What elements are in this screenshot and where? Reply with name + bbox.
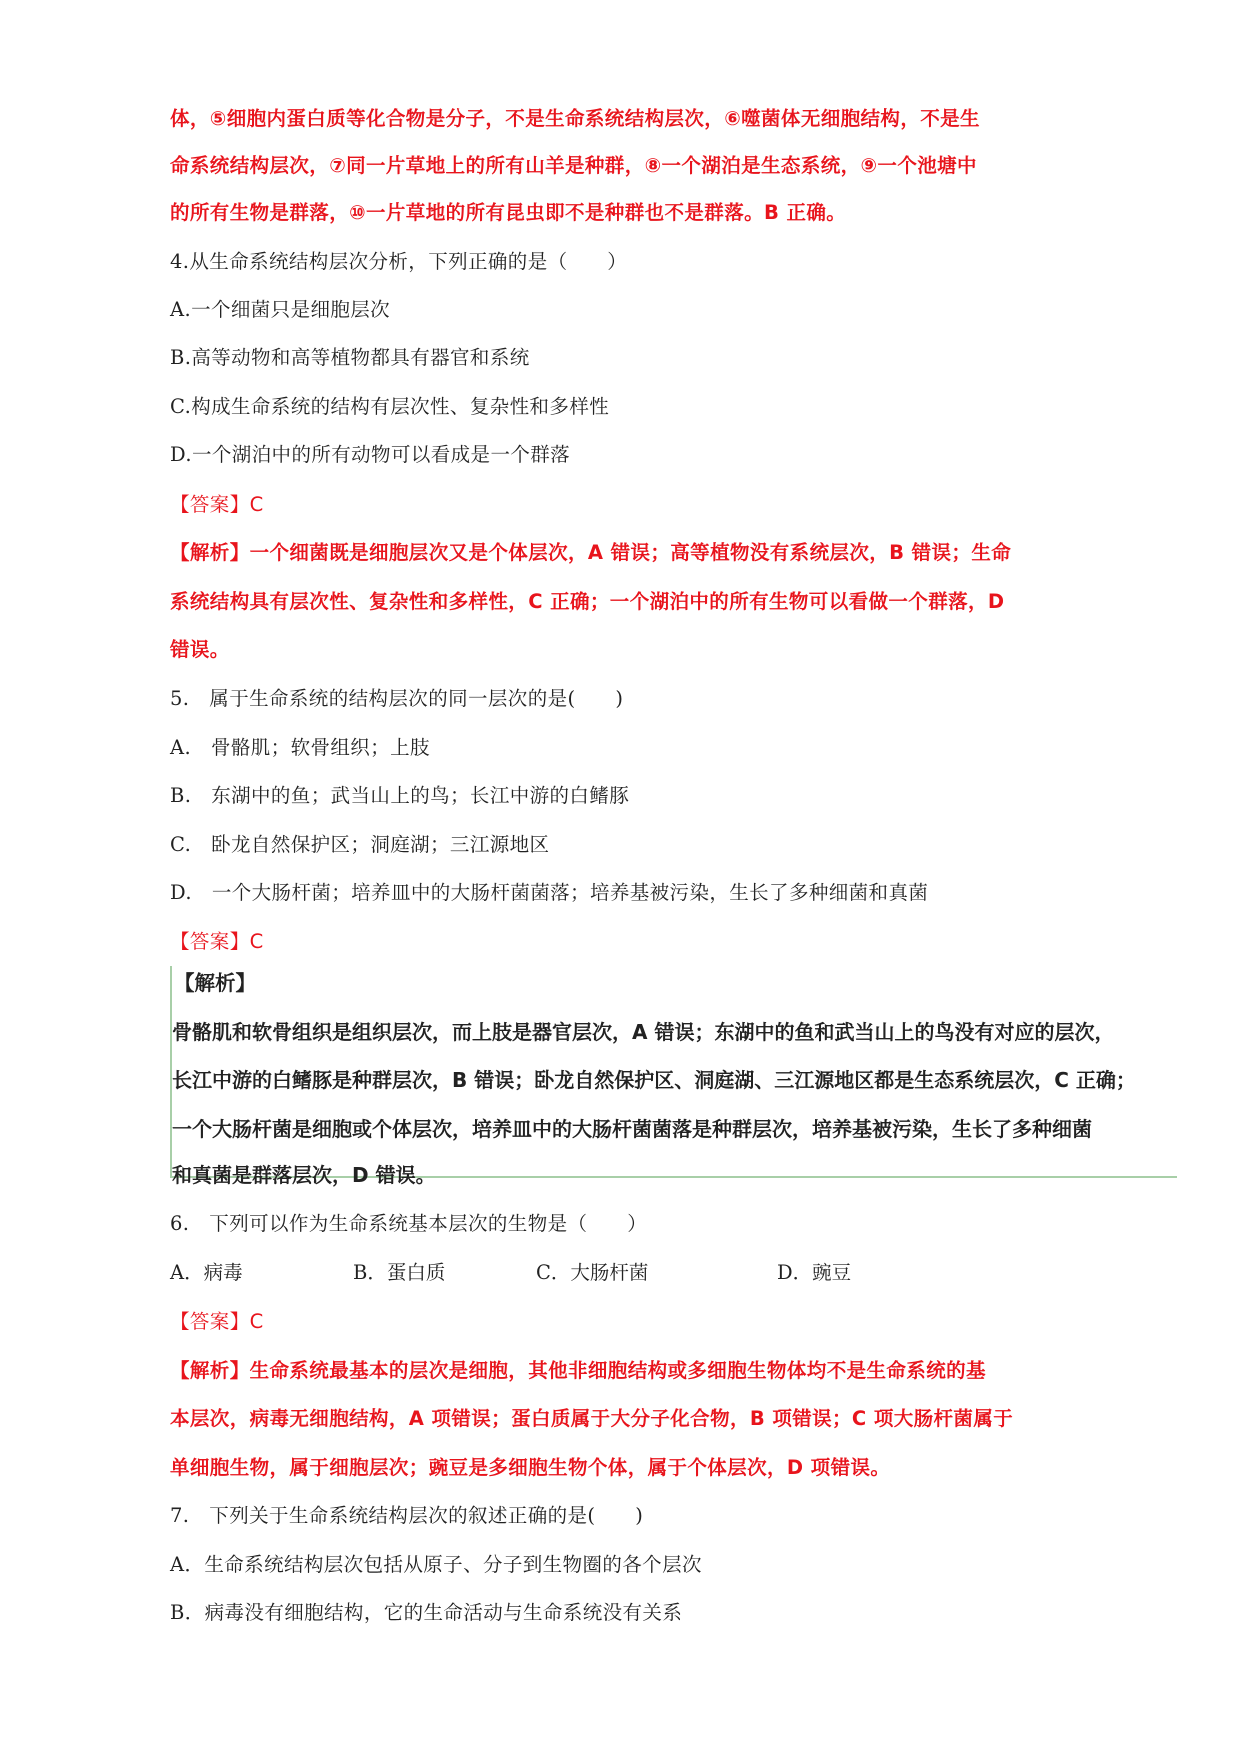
q6-option-c: C．大肠杆菌 [536, 1261, 649, 1284]
q4-option-b: B.高等动物和高等植物都具有器官和系统 [170, 346, 530, 369]
q5-option-a: A. 骨骼肌；软骨组织；上肢 [170, 736, 430, 759]
q6-explanation-line: 本层次，病毒无细胞结构，A 项错误；蛋白质属于大分子化合物，B 项错误；C 项大肠杆菌属于 [170, 1407, 1014, 1430]
explanation-line: 体，⑤细胞内蛋白质等化合物是分子，不是生命系统结构层次，⑥噬菌体无细胞结构，不是生 [170, 107, 980, 130]
q4-explanation-line: 【解析】一个细菌既是细胞层次又是个体层次，A 错误；高等植物没有系统层次，B 错误；生命 [170, 541, 1012, 564]
q7-option-a: A．生命系统结构层次包括从原子、分子到生物圈的各个层次 [170, 1553, 702, 1576]
explanation-line: 命系统结构层次，⑦同一片草地上的所有山羊是种群，⑧一个湖泊是生态系统，⑨一个池塘中 [170, 154, 977, 177]
question-4: 4.从生命系统结构层次分析，下列正确的是（ ） [170, 250, 628, 273]
q4-explanation-line: 系统结构具有层次性、复杂性和多样性，C 正确；一个湖泊中的所有生物可以看做一个群落，D [170, 590, 1005, 613]
question-7: 7. 下列关于生命系统结构层次的叙述正确的是( ) [170, 1504, 644, 1527]
q4-option-c: C.构成生命系统的结构有层次性、复杂性和多样性 [170, 395, 610, 418]
q4-option-d: D.一个湖泊中的所有动物可以看成是一个群落 [170, 443, 571, 466]
q5-explanation-line: 长江中游的白鳍豚是种群层次，B 错误；卧龙自然保护区、洞庭湖、三江源地区都是生态系统层次，C 正确； [172, 1068, 1136, 1092]
question-6: 6. 下列可以作为生命系统基本层次的生物是（ ） [170, 1212, 648, 1235]
q4-option-a: A.一个细菌只是细胞层次 [170, 298, 391, 321]
q6-option-a: A．病毒 [170, 1261, 243, 1284]
q4-explanation-line: 错误。 [170, 638, 230, 661]
q7-option-b: B．病毒没有细胞结构，它的生命活动与生命系统没有关系 [170, 1601, 683, 1624]
explanation-line: 的所有生物是群落，⑩一片草地的所有昆虫即不是种群也不是群落。B 正确。 [170, 201, 847, 224]
q5-explanation-line: 和真菌是群落层次，D 错误。 [172, 1163, 436, 1187]
q5-explanation-title: 【解析】 [174, 971, 256, 995]
q6-option-d: D．豌豆 [777, 1261, 852, 1284]
q5-option-b: B. 东湖中的鱼；武当山上的鸟；长江中游的白鳍豚 [170, 784, 630, 807]
q6-explanation-line: 单细胞生物，属于细胞层次；豌豆是多细胞生物个体，属于个体层次，D 项错误。 [170, 1456, 891, 1479]
q6-answer: 【答案】C [170, 1310, 264, 1333]
q4-answer: 【答案】C [170, 493, 264, 516]
q5-explanation-line: 一个大肠杆菌是细胞或个体层次，培养皿中的大肠杆菌菌落是种群层次，培养基被污染，生长了多种细菌 [172, 1117, 1092, 1141]
q5-explanation-line: 骨骼肌和软骨组织是组织层次，而上肢是器官层次，A 错误；东湖中的鱼和武当山上的鸟没有对应的层次， [172, 1020, 1115, 1044]
question-5: 5. 属于生命系统的结构层次的同一层次的是( ) [170, 687, 624, 710]
q6-option-b: B．蛋白质 [353, 1261, 446, 1284]
q5-option-d: D. 一个大肠杆菌；培养皿中的大肠杆菌菌落；培养基被污染，生长了多种细菌和真菌 [170, 881, 929, 904]
q5-option-c: C. 卧龙自然保护区；洞庭湖；三江源地区 [170, 833, 550, 856]
q5-answer: 【答案】C [170, 930, 264, 953]
q6-explanation-line: 【解析】生命系统最基本的层次是细胞，其他非细胞结构或多细胞生物体均不是生命系统的基 [170, 1359, 986, 1382]
